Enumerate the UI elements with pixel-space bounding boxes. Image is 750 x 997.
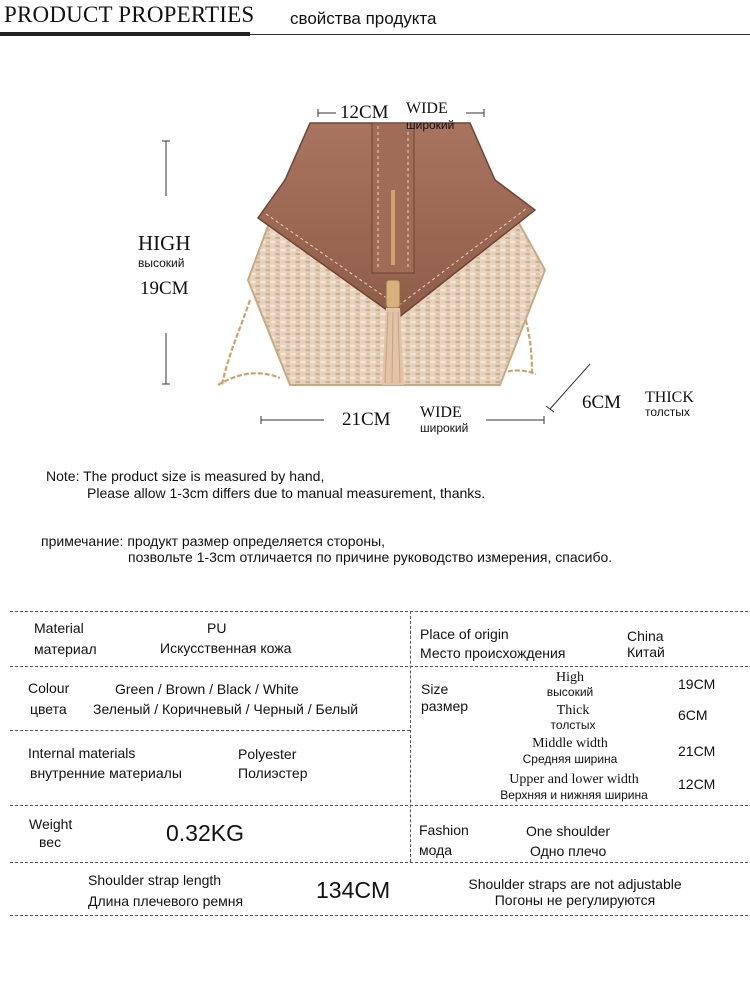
colour-value: Green / Brown / Black / White: [115, 681, 299, 697]
internal-label: Internal materials: [28, 745, 136, 761]
strap-label: Shoulder strap length: [88, 872, 222, 888]
table-line: [10, 915, 748, 916]
weight-value: 0.32KG: [166, 820, 244, 846]
size-label-ru: размер: [421, 698, 469, 714]
material-label-ru: материал: [34, 641, 97, 657]
strap-note-ru: Погоны не регулируются: [494, 892, 656, 908]
origin-label-ru: Место происхождения: [420, 645, 566, 661]
size-high-name: High: [556, 670, 584, 685]
dim-bottom-label-ru: широкий: [420, 421, 469, 435]
size-middle-name: Middle width: [532, 736, 608, 751]
dim-top-label: WIDE: [406, 100, 448, 117]
dim-left-label-ru: высокий: [138, 256, 185, 270]
fashion-value: One shoulder: [526, 823, 611, 839]
internal-value: Polyester: [238, 746, 297, 762]
dim-thick-label-ru: толстых: [645, 405, 690, 419]
size-thick-name-ru: толстых: [550, 718, 596, 732]
size-middle-name-ru: Средняя ширина: [522, 752, 618, 766]
fashion-label: Fashion: [419, 822, 469, 838]
origin-value: China: [627, 628, 664, 644]
size-label: Size: [421, 681, 449, 697]
origin-value-ru: Китай: [627, 644, 665, 660]
page-subtitle: свойства продукта: [290, 9, 437, 28]
note-en-line2: Please allow 1-3cm differs due to manual measurement, thanks.: [87, 485, 486, 501]
size-upper-lower-name-ru: Верхняя и нижняя ширина: [500, 788, 648, 802]
strap-note: Shoulder straps are not adjustable: [468, 876, 682, 892]
dim-bottom-value: 21CM: [342, 409, 391, 430]
size-thick-name: Thick: [556, 703, 590, 718]
fashion-label-ru: мода: [419, 842, 453, 858]
material-value: PU: [207, 620, 227, 636]
colour-label: Colour: [28, 680, 70, 696]
size-upper-lower-name: Upper and lower width: [509, 772, 639, 787]
table-divider: [410, 611, 411, 862]
size-high-name-ru: высокий: [546, 685, 594, 699]
table-line: [10, 730, 410, 731]
material-value-ru: Искусственная кожа: [160, 640, 292, 656]
table-line: [10, 666, 748, 667]
table-line: [10, 862, 748, 863]
weight-label: Weight: [29, 816, 73, 832]
note-ru-line1: примечание: продукт размер определяется стороны,: [41, 533, 386, 549]
dim-thick-value: 6CM: [582, 392, 622, 413]
dim-top-value: 12CM: [340, 102, 389, 123]
header-underline-thick: [0, 32, 250, 36]
strap-value: 134CM: [316, 877, 391, 903]
colour-label-ru: цвета: [30, 701, 67, 717]
page-title: PRODUCT PROPERTIES: [4, 2, 255, 27]
table-line: [10, 805, 748, 806]
internal-value-ru: Полиэстер: [238, 765, 308, 781]
fashion-value-ru: Одно плечо: [530, 843, 607, 859]
weight-label-ru: вес: [39, 834, 62, 850]
table-line: [10, 611, 748, 612]
colour-value-ru: Зеленый / Коричневый / Черный / Белый: [93, 701, 359, 717]
dim-thick-label: THICK: [645, 389, 694, 406]
material-label: Material: [34, 620, 84, 636]
strap-label-ru: Длина плечевого ремня: [88, 893, 244, 909]
size-upper-lower-value: 12CM: [678, 776, 716, 792]
note-en-line1: Note: The product size is measured by hand,: [46, 468, 325, 484]
header-underline-thin: [250, 34, 750, 35]
dim-left-value: 19CM: [140, 278, 189, 299]
dim-left-label: HIGH: [138, 231, 191, 255]
dim-top-label-ru: широкий: [406, 118, 455, 132]
dim-bottom-label: WIDE: [420, 404, 462, 421]
size-high-value: 19CM: [678, 676, 716, 692]
origin-label: Place of origin: [420, 626, 509, 642]
size-thick-value: 6CM: [678, 707, 708, 723]
note-ru-line2: позвольте 1-3cm отличается по причине руководство измерения, спасибо.: [128, 549, 613, 565]
internal-label-ru: внутренние материалы: [30, 765, 182, 781]
size-middle-value: 21CM: [678, 743, 716, 759]
